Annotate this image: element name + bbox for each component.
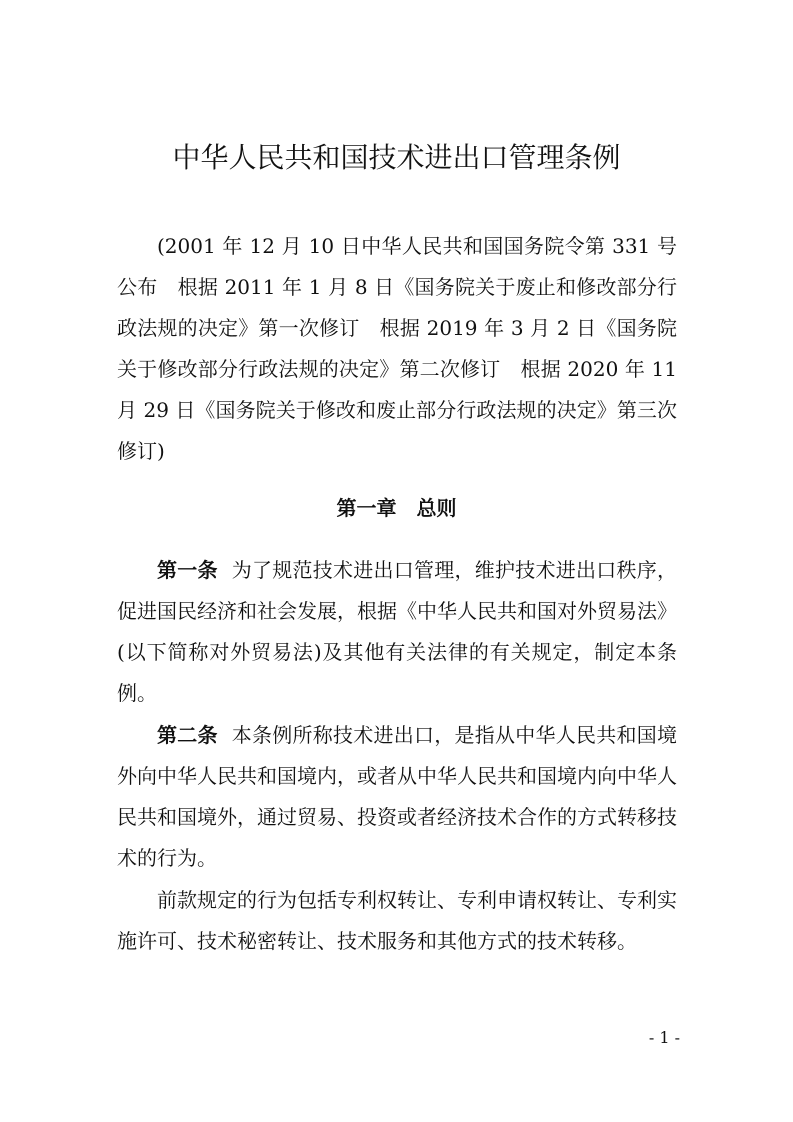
article-2-paragraph-2: 前款规定的行为包括专利权转让、专利申请权转让、专利实施许可、技术秘密转让、技术服务和其他方式的技术转移。 — [117, 888, 677, 953]
document-title: 中华人民共和国技术进出口管理条例 — [172, 141, 621, 174]
chapter-heading: 第一章 总则 — [336, 496, 457, 520]
article-1-text: 为了规范技术进出口管理，维护技术进出口秩序，促进国民经济和社会发展，根据《中华人民共和国对外贸易法》(以下简称对外贸易法)及其他有关法律的有关规定，制定本条例。 — [117, 558, 677, 705]
article-1-label: 第一条 — [157, 558, 218, 582]
page-number: - 1 - — [648, 1028, 680, 1047]
article-2-text: 本条例所称技术进出口，是指从中华人民共和国境外向中华人民共和国境内，或者从中华人民共和国境内向中华人民共和国境外，通过贸易、投资或者经济技术合作的方式转移技术的行为。 — [117, 723, 677, 870]
article-2 — [117, 715, 677, 879]
article-2-label: 第二条 — [157, 723, 218, 747]
preamble-note: (2001 年 12 月 10 日中华人民共和国国务院令第 331 号公布 根据 2011 年 1 月 8 日《国务院关于废止和修改部分行政法规的决定》第一次修订 根据 2019 年 3 月 2 日《国务院关于修改部分行政法规的决定》第二次修订 根据 2020 年 11 月 29 日《国务院关于修改和废止部分行政法规的决定》第三次修订) — [117, 234, 677, 463]
article-1 — [117, 550, 677, 714]
